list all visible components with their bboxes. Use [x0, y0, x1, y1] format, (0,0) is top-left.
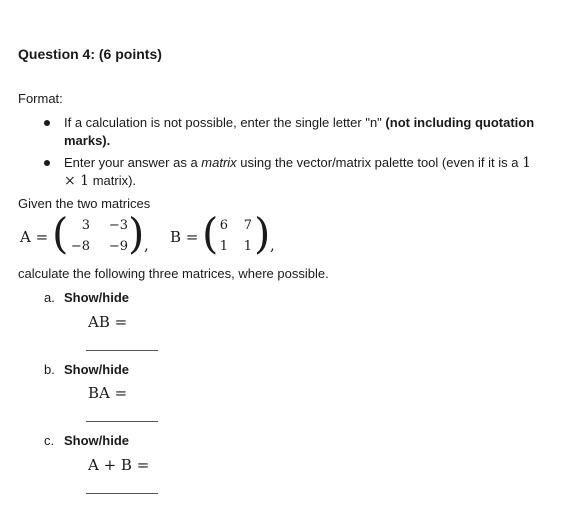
part-b-letter: b.: [44, 362, 55, 377]
bullet-2-text-end: matrix).: [89, 173, 137, 188]
given-text: Given the two matrices: [18, 196, 151, 211]
bullet-2-math: 1 × 1: [64, 155, 532, 189]
bullet-1-text: If a calculation is not possible, enter the single letter "n": [64, 115, 386, 130]
matrix-a-cell: −8: [70, 239, 90, 254]
format-bullet-list: [44, 114, 544, 194]
matrix-a-cell: 3: [81, 218, 90, 233]
bullet-1-bold-text: (not including quotation marks).: [64, 115, 535, 148]
part-c-expression: A + B =: [88, 456, 150, 474]
part-b-answer-field[interactable]: [86, 421, 158, 422]
part-a-show-hide-link[interactable]: Show/hide: [64, 290, 129, 305]
matrices-display: [20, 209, 340, 260]
bullet-dot-icon: [44, 120, 50, 126]
matrix-a-cell: −9: [108, 239, 128, 254]
matrix-b-cell: 7: [243, 218, 252, 233]
matrix-b-cell: 1: [219, 239, 228, 254]
matrix-a-label: A =: [20, 228, 49, 246]
part-a-letter: a.: [44, 290, 55, 305]
matrix-b-label: B =: [170, 228, 199, 246]
format-bullet-2: [44, 154, 544, 190]
matrix-b-right-paren: ): [254, 209, 271, 258]
part-a-answer-field[interactable]: [86, 350, 158, 351]
format-bullet-1: [44, 114, 544, 150]
bullet-2-text: Enter your answer as a: [64, 155, 202, 170]
part-a-expression: AB =: [88, 313, 128, 331]
bullet-2-italic-text: matrix: [201, 155, 237, 170]
matrix-b-cell: 6: [219, 218, 228, 233]
matrix-b-comma: ,: [270, 236, 275, 254]
part-b-show-hide-link[interactable]: Show/hide: [64, 362, 129, 377]
bullet-dot-icon: [44, 160, 50, 166]
matrix-b: [212, 218, 252, 254]
matrix-a-comma: ,: [144, 236, 149, 254]
part-c-answer-field[interactable]: [86, 493, 158, 494]
question-title: Question 4: (6 points): [18, 46, 162, 62]
matrix-a-right-paren: ): [128, 209, 145, 258]
part-a-header: [44, 290, 129, 305]
part-b-expression: BA =: [88, 384, 128, 402]
part-c-show-hide-link[interactable]: Show/hide: [64, 433, 129, 448]
part-c-header: [44, 433, 129, 448]
matrix-a-cell: −3: [108, 218, 128, 233]
part-c-letter: c.: [44, 433, 55, 448]
part-b-header: [44, 362, 129, 377]
matrix-b-cell: 1: [243, 239, 252, 254]
format-label: Format:: [18, 91, 63, 106]
instruction-text: calculate the following three matrices, where possible.: [18, 266, 329, 281]
matrix-b-left-paren: (: [202, 209, 219, 258]
matrix-a: [66, 218, 128, 254]
bullet-2-text-cont: using the vector/matrix palette tool (even if it is a: [236, 155, 523, 170]
matrix-a-left-paren: (: [52, 209, 69, 258]
